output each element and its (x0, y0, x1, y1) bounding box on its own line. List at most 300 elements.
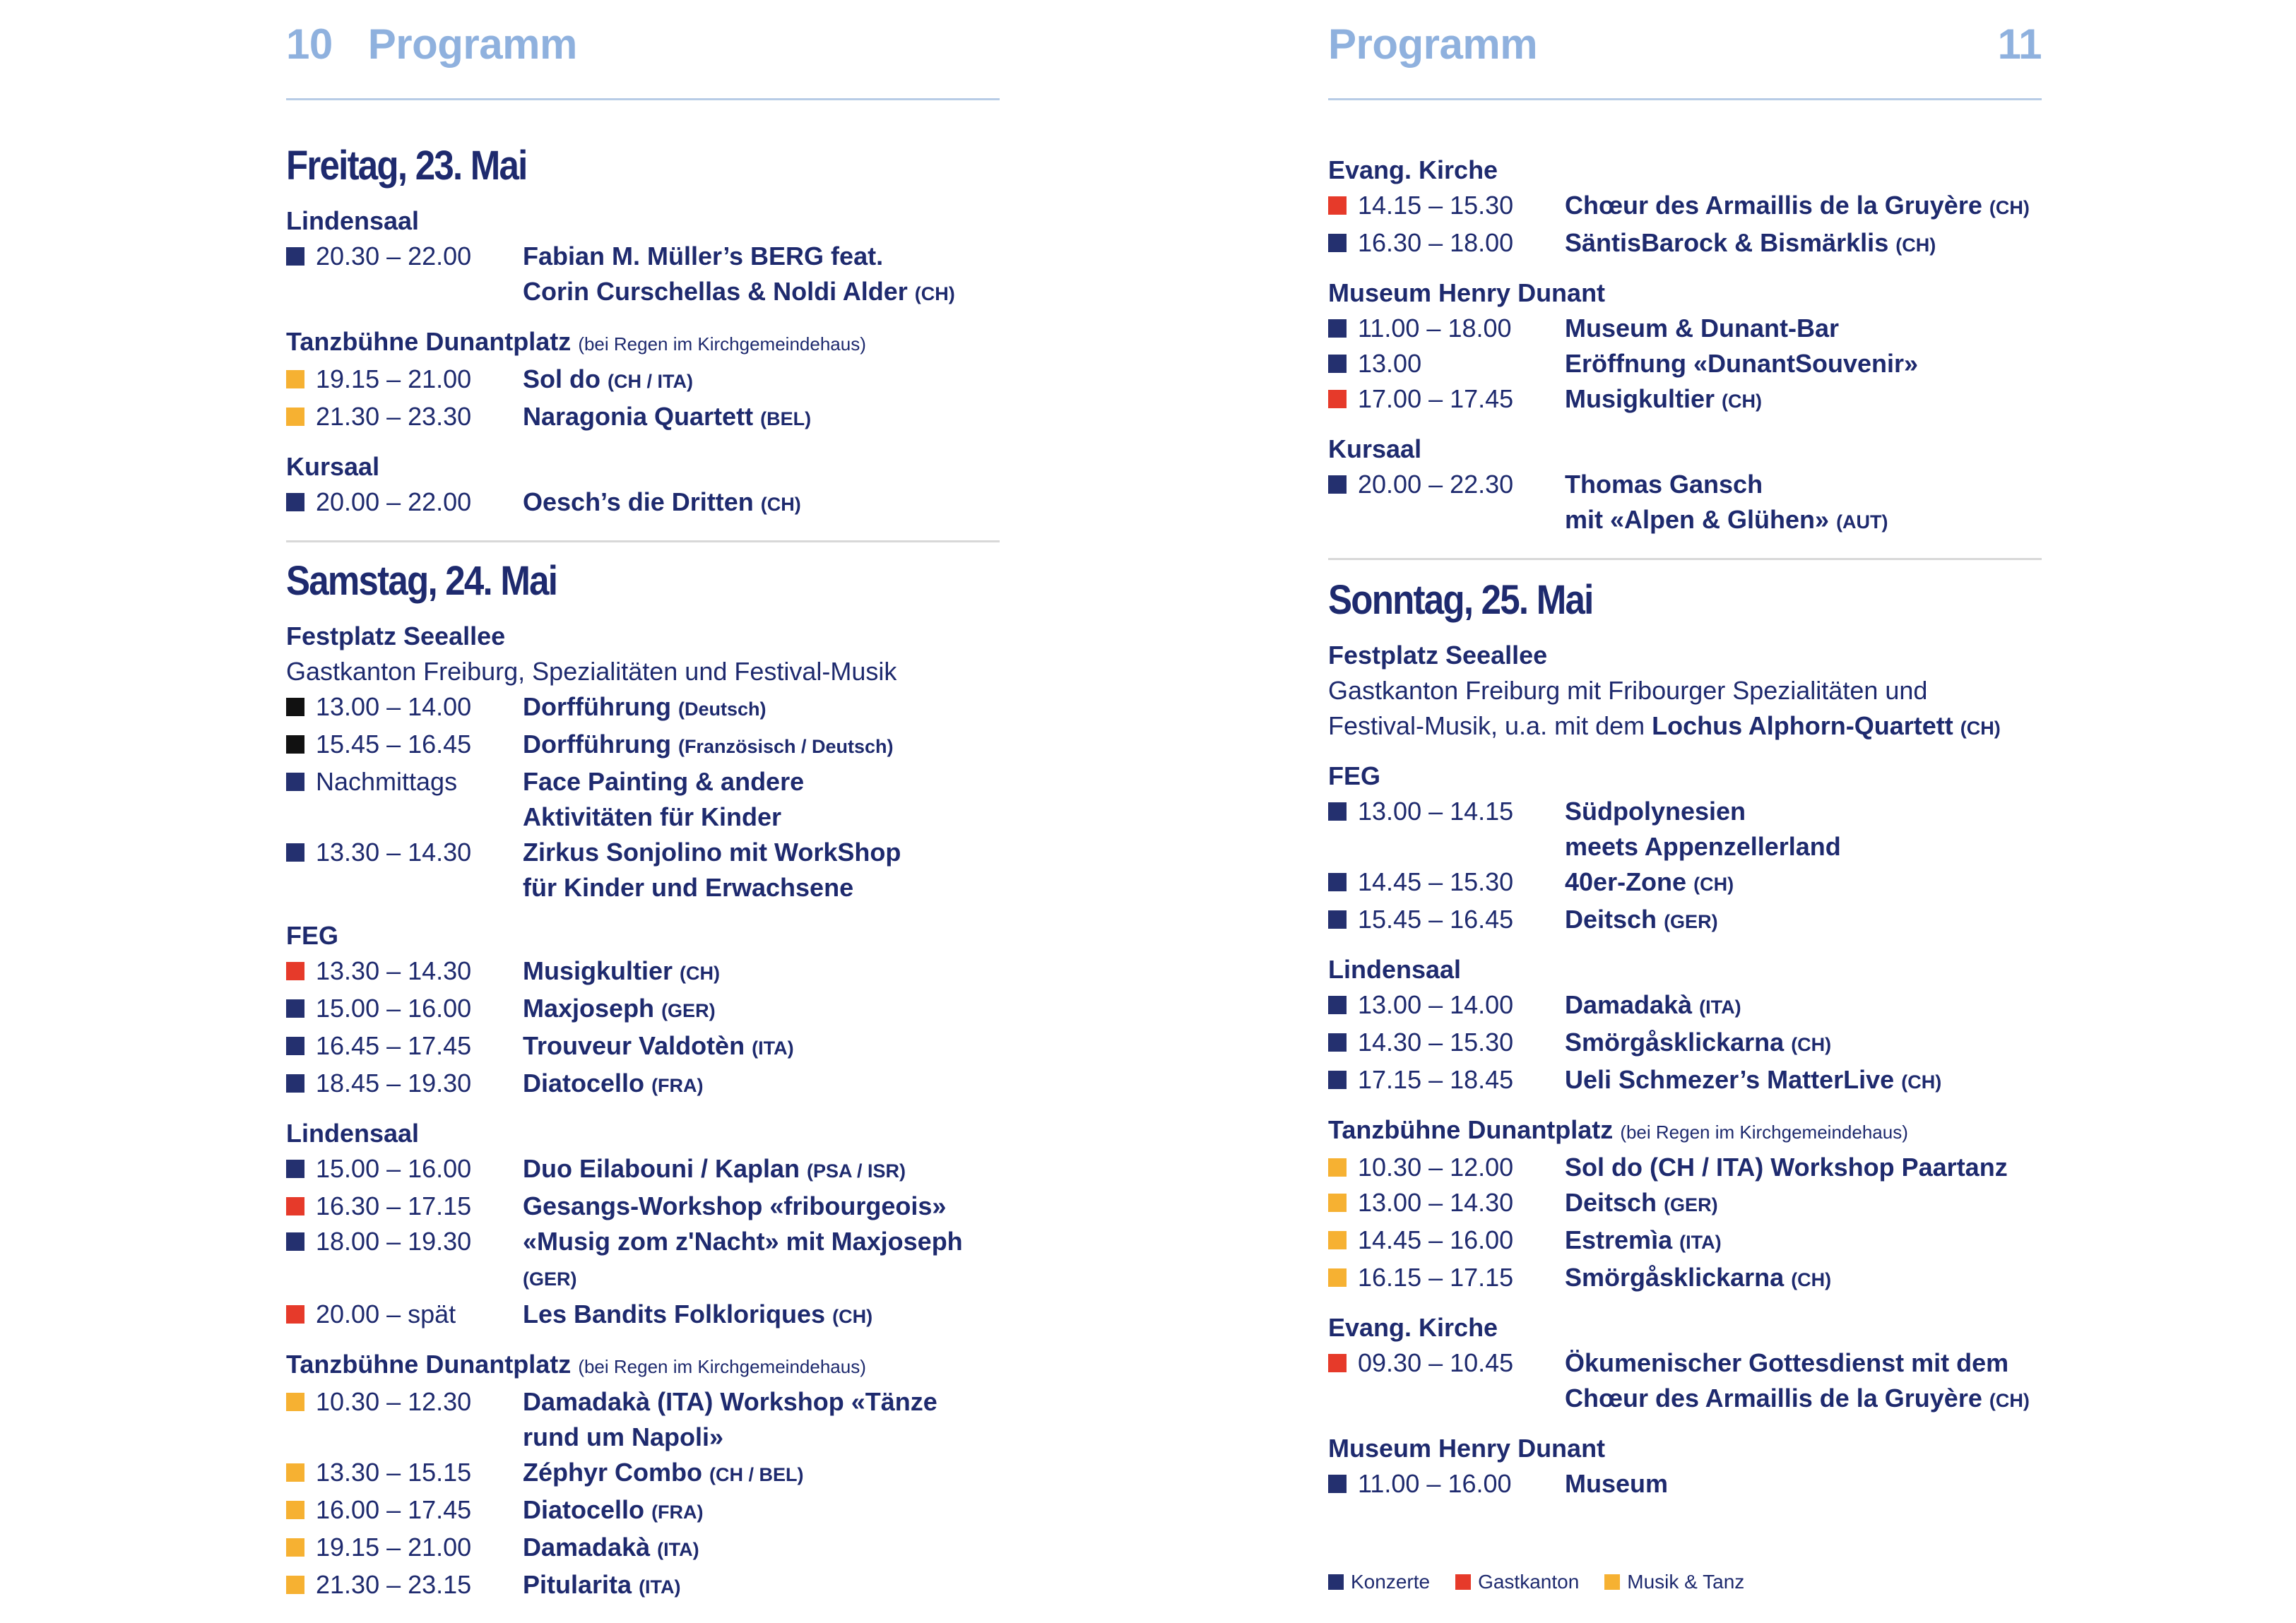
venue-name (1328, 638, 2042, 673)
day-sonntag (1328, 560, 2042, 1502)
day-samstag (286, 542, 1000, 1605)
country-code: (CH) (1901, 1071, 1942, 1093)
event-row (286, 1224, 1000, 1297)
event-title (523, 1492, 704, 1530)
venue-name (286, 918, 1000, 953)
event-title-text: Corin Curschellas & Noldi Alder (523, 277, 908, 306)
venue-name-text: Tanzbühne Dunantplatz (286, 1350, 572, 1379)
event-row (286, 1420, 1000, 1455)
running-head-right (1328, 0, 2042, 100)
event-title (1565, 1185, 1718, 1223)
event-time (316, 274, 523, 311)
event-title (1565, 1260, 1831, 1297)
event-title (1565, 381, 1762, 419)
event-row (1328, 1345, 2042, 1381)
event-row (1328, 1185, 2042, 1223)
category-marker (286, 879, 304, 897)
event-title (1565, 1150, 2008, 1185)
event-time (1358, 502, 1565, 540)
event-title (1565, 1025, 1831, 1062)
day-freitag (286, 100, 1000, 522)
event-title-text: Damadakà (523, 1533, 651, 1562)
event-title (523, 1028, 794, 1066)
country-code: (CH) (1693, 874, 1734, 895)
venue-name-text: Museum Henry Dunant (1328, 278, 1606, 307)
category-legend (1328, 1569, 1744, 1595)
venue-list (1328, 153, 2042, 540)
event-row (286, 1384, 1000, 1420)
country-code: (CH / ITA) (608, 371, 693, 392)
event-title-text: Diatocello (523, 1495, 645, 1524)
event-row (1328, 794, 2042, 829)
event-title (1565, 502, 1888, 540)
event-row (286, 1455, 1000, 1492)
event-time (1358, 829, 1565, 864)
category-marker (1328, 1389, 1347, 1408)
country-code: (CH) (1989, 197, 2030, 218)
venue-name (286, 1116, 1000, 1151)
country-code: (BEL) (760, 408, 812, 429)
venue-block (1328, 1431, 2042, 1502)
event-time: 15.45 – 16.45 (1358, 905, 1514, 934)
event-title-text: Eröffnung «DunantSouvenir» (1565, 349, 1919, 378)
event-title-text: Oesch’s die Dritten (523, 487, 754, 516)
category-marker (1328, 1194, 1347, 1212)
event-row (1328, 1466, 2042, 1502)
category-marker (286, 1538, 304, 1557)
event-title (523, 484, 801, 522)
category-marker (286, 283, 304, 301)
country-code: (CH) (760, 494, 801, 515)
category-marker (286, 1197, 304, 1215)
event-title-text: Gesangs-Workshop «fribourgeois» (523, 1191, 947, 1220)
country-code: (Französisch / Deutsch) (677, 736, 894, 757)
event-title-text: Fabian M. Müller’s BERG feat. (523, 242, 884, 270)
event-row (286, 362, 1000, 399)
event-row (286, 239, 1000, 274)
venue-name (1328, 1431, 2042, 1466)
legend-swatch (1604, 1574, 1620, 1590)
event-title-text: Damadakà (1565, 990, 1693, 1019)
event-time: 17.00 – 17.45 (1358, 384, 1514, 413)
venue-block (1328, 275, 2042, 419)
event-title-text: Chœur des Armaillis de la Gruyère (1565, 1384, 1982, 1413)
desc-highlight: Lochus Alphorn-Quartett (1652, 711, 1953, 740)
venue-name (286, 1347, 1000, 1384)
category-marker (1328, 319, 1347, 338)
event-title-text: Musigkultier (1565, 384, 1715, 413)
country-code: (ITA) (1699, 997, 1741, 1018)
event-time: 13.00 – 14.00 (1358, 990, 1514, 1019)
event-time (316, 799, 523, 835)
event-title (523, 239, 883, 274)
event-title (1565, 188, 2030, 225)
venue-block (1328, 1112, 2042, 1297)
event-title-text: Aktivitäten für Kinder (523, 802, 782, 831)
category-marker (1328, 355, 1347, 373)
event-title-text: Zéphyr Combo (523, 1458, 703, 1487)
event-title (523, 1455, 804, 1492)
venue-note: (bei Regen im Kirchgemeindehaus) (578, 333, 866, 355)
venue-name-text: Tanzbühne Dunantplatz (286, 327, 572, 356)
event-title-text: Museum (1565, 1469, 1669, 1498)
event-row (1328, 1381, 2042, 1418)
venue-description: Gastkanton Freiburg mit Fribourger Spezialitäten und (1328, 676, 1928, 705)
event-time: 16.00 – 17.45 (316, 1495, 472, 1524)
event-title (523, 1420, 723, 1455)
venue-block (1328, 1310, 2042, 1418)
event-time: 16.45 – 17.45 (316, 1031, 472, 1060)
event-time: 13.30 – 15.15 (316, 1458, 472, 1487)
category-marker (286, 1305, 304, 1324)
event-time (316, 1420, 523, 1455)
event-row (286, 1530, 1000, 1567)
event-time: 16.30 – 18.00 (1358, 228, 1514, 257)
event-title (1565, 346, 1918, 381)
page-number: 11 (1997, 20, 2042, 68)
country-code: (GER) (1664, 911, 1718, 932)
event-title-text: rund um Napoli» (523, 1422, 724, 1451)
event-time: 17.15 – 18.45 (1358, 1065, 1514, 1094)
event-row (286, 689, 1000, 727)
category-marker (1328, 1071, 1347, 1089)
event-title-text: Estremìa (1565, 1225, 1673, 1254)
country-code: (ITA) (1679, 1232, 1722, 1253)
event-title-text: Chœur des Armaillis de la Gruyère (1565, 191, 1982, 220)
event-time: 21.30 – 23.30 (316, 402, 472, 431)
category-marker (1328, 1158, 1347, 1177)
event-title (523, 1189, 946, 1224)
venue-block (286, 324, 1000, 436)
event-title-text: SäntisBarock & Bismärklis (1565, 228, 1889, 257)
event-title (1565, 1381, 2030, 1418)
event-title (523, 991, 716, 1028)
event-title (523, 953, 720, 991)
country-code: (ITA) (639, 1576, 681, 1598)
country-code: (CH) (914, 283, 955, 304)
event-time: 11.00 – 16.00 (1358, 1469, 1512, 1498)
event-title (523, 727, 894, 764)
venue-name (286, 203, 1000, 239)
venue-name-text: FEG (1328, 761, 1381, 790)
category-marker (1328, 234, 1347, 252)
category-marker (1328, 1033, 1347, 1052)
event-row (286, 870, 1000, 905)
event-title (1565, 1062, 1941, 1100)
event-title-text: Pitularita (523, 1570, 632, 1599)
event-time: Nachmittags (316, 767, 458, 796)
event-row (286, 991, 1000, 1028)
legend-label: Musik & Tanz (1627, 1571, 1745, 1593)
category-marker (1328, 511, 1347, 529)
desc-text: Festival-Musik, u.a. mit dem (1328, 711, 1652, 740)
venue-list (1328, 638, 2042, 1502)
venue-list (286, 619, 1000, 1605)
event-row (1328, 864, 2042, 902)
country-code: (ITA) (752, 1038, 794, 1059)
category-marker (1328, 873, 1347, 891)
venue-name-text: Kursaal (1328, 434, 1422, 463)
event-time: 18.00 – 19.30 (316, 1227, 472, 1256)
event-time: 15.45 – 16.45 (316, 730, 472, 759)
event-title-text: Smörgåsklickarna (1565, 1028, 1785, 1057)
event-row (1328, 1260, 2042, 1297)
event-title-text: Ueli Schmezer’s MatterLive (1565, 1065, 1895, 1094)
country-code: (CH) (832, 1306, 873, 1327)
category-marker (286, 1074, 304, 1093)
event-title (1565, 467, 1763, 502)
event-row (286, 1066, 1000, 1103)
legend-item (1455, 1569, 1579, 1595)
venue-block (286, 1347, 1000, 1605)
day-title: Freitag, 23. Mai (286, 143, 527, 189)
category-marker (286, 1576, 304, 1594)
legend-label: Konzerte (1351, 1571, 1431, 1593)
event-time: 20.00 – spät (316, 1300, 456, 1328)
venue-name (1328, 1310, 2042, 1345)
country-code: (GER) (523, 1268, 577, 1290)
event-title (523, 274, 955, 311)
venue-name (1328, 759, 2042, 794)
running-head-left (286, 0, 1000, 100)
event-time (1358, 1381, 1565, 1418)
venue-name (286, 324, 1000, 362)
category-marker (1328, 196, 1347, 215)
category-marker (286, 773, 304, 791)
venue-name (286, 619, 1000, 654)
venue-name (1328, 1112, 2042, 1150)
event-time: 20.00 – 22.00 (316, 487, 472, 516)
event-row (1328, 381, 2042, 419)
venue-name-text: Museum Henry Dunant (1328, 1434, 1606, 1463)
event-title (523, 1530, 699, 1567)
event-time: 09.30 – 10.45 (1358, 1348, 1514, 1377)
left-page (286, 0, 1000, 1605)
event-title (1565, 864, 1734, 902)
event-title (523, 835, 901, 870)
venue-block (286, 918, 1000, 1103)
category-marker (1328, 390, 1347, 408)
event-title (1565, 1223, 1722, 1260)
venue-block (1328, 153, 2042, 263)
category-marker (1328, 802, 1347, 821)
venue-block (1328, 432, 2042, 540)
event-title-text: Maxjoseph (523, 994, 655, 1023)
event-title-text: Südpolynesien (1565, 797, 1746, 826)
category-marker (286, 408, 304, 426)
event-title-text: Damadakà (ITA) Workshop «Tänze (523, 1387, 937, 1416)
event-title-text: Deitsch (1565, 905, 1657, 934)
event-title-text: Deitsch (1565, 1188, 1657, 1217)
event-title (523, 689, 766, 727)
event-row (1328, 502, 2042, 540)
category-marker (1328, 1231, 1347, 1249)
country-code: (CH / BEL) (709, 1464, 804, 1485)
venue-list (286, 203, 1000, 522)
event-title-text: Musigkultier (523, 956, 673, 985)
event-row (286, 835, 1000, 870)
event-time: 19.15 – 21.00 (316, 364, 472, 393)
event-time: 14.45 – 15.30 (1358, 867, 1514, 896)
country-code: (PSA / ISR) (807, 1160, 906, 1182)
event-time: 20.00 – 22.30 (1358, 470, 1514, 499)
event-row (1328, 1062, 2042, 1100)
event-row (286, 484, 1000, 522)
country-code: (AUT) (1836, 511, 1888, 533)
venue-block (286, 619, 1000, 905)
venue-name-text: Evang. Kirche (1328, 155, 1498, 184)
event-time: 19.15 – 21.00 (316, 1533, 472, 1562)
venue-description-line2 (1328, 708, 2042, 746)
event-title-text: Face Painting & andere (523, 767, 805, 796)
country-code: (CH) (1895, 234, 1936, 256)
event-title-text: Duo Eilabouni / Kaplan (523, 1154, 800, 1183)
country-code: (CH) (1989, 1390, 2030, 1411)
event-title (523, 1224, 1000, 1297)
event-row (1328, 902, 2042, 939)
section-title: Programm (1328, 20, 1538, 68)
event-time (316, 870, 523, 905)
event-title (523, 764, 804, 799)
venue-block (1328, 638, 2042, 746)
venue-description: Gastkanton Freiburg, Spezialitäten und Festival-Musik (286, 657, 897, 686)
venue-block (286, 449, 1000, 522)
event-title (523, 1567, 681, 1605)
section-title: Programm (367, 20, 577, 68)
event-title-text: Sol do (CH / ITA) Workshop Paartanz (1565, 1153, 2008, 1182)
event-title (1565, 987, 1741, 1025)
category-marker (286, 1428, 304, 1446)
right-page (1328, 0, 2042, 1502)
venue-name-text: Tanzbühne Dunantplatz (1328, 1115, 1614, 1144)
venue-name-text: Kursaal (286, 452, 380, 481)
country-code: (FRA) (651, 1075, 704, 1096)
event-title (523, 870, 853, 905)
event-title-text: Sol do (523, 364, 600, 393)
event-title (1565, 1345, 2008, 1381)
event-title (523, 362, 693, 399)
category-marker (1328, 838, 1347, 856)
venue-name-text: Evang. Kirche (1328, 1313, 1498, 1342)
category-marker (286, 1463, 304, 1482)
venue-note: (bei Regen im Kirchgemeindehaus) (1620, 1122, 1908, 1143)
venue-note: (bei Regen im Kirchgemeindehaus) (578, 1356, 866, 1377)
event-title (523, 399, 811, 436)
event-time: 15.00 – 16.00 (316, 1154, 472, 1183)
category-marker (286, 1037, 304, 1055)
event-title (523, 1151, 906, 1189)
event-row (286, 274, 1000, 311)
country-code: (CH) (1722, 391, 1763, 412)
event-title-text: Museum & Dunant-Bar (1565, 314, 1840, 343)
country-code: (CH) (680, 963, 721, 984)
event-row (1328, 987, 2042, 1025)
venue-name-text: Lindensaal (1328, 955, 1462, 984)
event-row (1328, 1223, 2042, 1260)
legend-label: Gastkanton (1478, 1571, 1580, 1593)
event-time: 21.30 – 23.15 (316, 1570, 472, 1599)
venue-block (1328, 759, 2042, 939)
event-row (286, 1297, 1000, 1334)
event-time: 13.00 (1358, 349, 1422, 378)
event-row (286, 1189, 1000, 1224)
venue-name (1328, 153, 2042, 188)
venue-name (1328, 952, 2042, 987)
category-marker (286, 843, 304, 862)
event-row (1328, 1150, 2042, 1185)
venue-block (286, 203, 1000, 311)
event-title-text: Zirkus Sonjolino mit WorkShop (523, 838, 901, 867)
event-row (286, 1151, 1000, 1189)
legend-swatch (1455, 1574, 1471, 1590)
country-code: (FRA) (651, 1502, 704, 1523)
event-time: 16.30 – 17.15 (316, 1191, 472, 1220)
event-time: 14.45 – 16.00 (1358, 1225, 1514, 1254)
category-marker (286, 370, 304, 388)
category-marker (1328, 1475, 1347, 1493)
event-time: 11.00 – 18.00 (1358, 314, 1512, 343)
event-time: 13.30 – 14.30 (316, 956, 472, 985)
event-title (523, 1297, 872, 1334)
category-marker (1328, 996, 1347, 1014)
country-code: (GER) (661, 1000, 716, 1021)
event-row (286, 1567, 1000, 1605)
event-row (286, 399, 1000, 436)
event-time: 13.00 – 14.00 (316, 692, 472, 721)
event-title (523, 1384, 937, 1420)
country-code: (CH) (1791, 1034, 1832, 1055)
category-marker (286, 493, 304, 511)
event-title (1565, 311, 1839, 346)
event-title (1565, 1466, 1668, 1502)
category-marker (1328, 1354, 1347, 1372)
event-row (1328, 1025, 2042, 1062)
event-time: 13.30 – 14.30 (316, 838, 472, 867)
venue-name-text: Lindensaal (286, 1119, 420, 1148)
event-title-text: Thomas Gansch (1565, 470, 1763, 499)
event-title-text: 40er-Zone (1565, 867, 1687, 896)
event-title-text: mit «Alpen & Glühen» (1565, 505, 1830, 534)
day-title: Sonntag, 25. Mai (1328, 577, 1593, 623)
venue-name (286, 449, 1000, 484)
event-title (523, 799, 781, 835)
category-marker (286, 962, 304, 980)
category-marker (286, 1393, 304, 1411)
category-marker (286, 1160, 304, 1178)
event-time: 13.00 – 14.15 (1358, 797, 1514, 826)
event-title-text: «Musig zom z'Nacht» mit Maxjoseph (523, 1227, 963, 1256)
venue-name-text: Festplatz Seeallee (286, 622, 506, 650)
event-title-text: Dorfführung (523, 730, 671, 759)
event-time: 13.00 – 14.30 (1358, 1188, 1514, 1217)
legend-swatch (1328, 1574, 1344, 1590)
category-marker (286, 808, 304, 826)
country-code: (CH) (1960, 718, 2001, 739)
category-marker (286, 999, 304, 1018)
venue-name-text: Festplatz Seeallee (1328, 641, 1548, 670)
event-time: 20.30 – 22.00 (316, 242, 472, 270)
event-row (1328, 188, 2042, 225)
event-row (286, 727, 1000, 764)
event-title-text: Naragonia Quartett (523, 402, 754, 431)
event-title (523, 1066, 704, 1103)
event-time: 18.45 – 19.30 (316, 1069, 472, 1098)
category-marker (286, 698, 304, 716)
event-row (286, 1028, 1000, 1066)
country-code: (CH) (1791, 1269, 1832, 1290)
country-code: (ITA) (657, 1539, 699, 1560)
venue-name (1328, 275, 2042, 311)
